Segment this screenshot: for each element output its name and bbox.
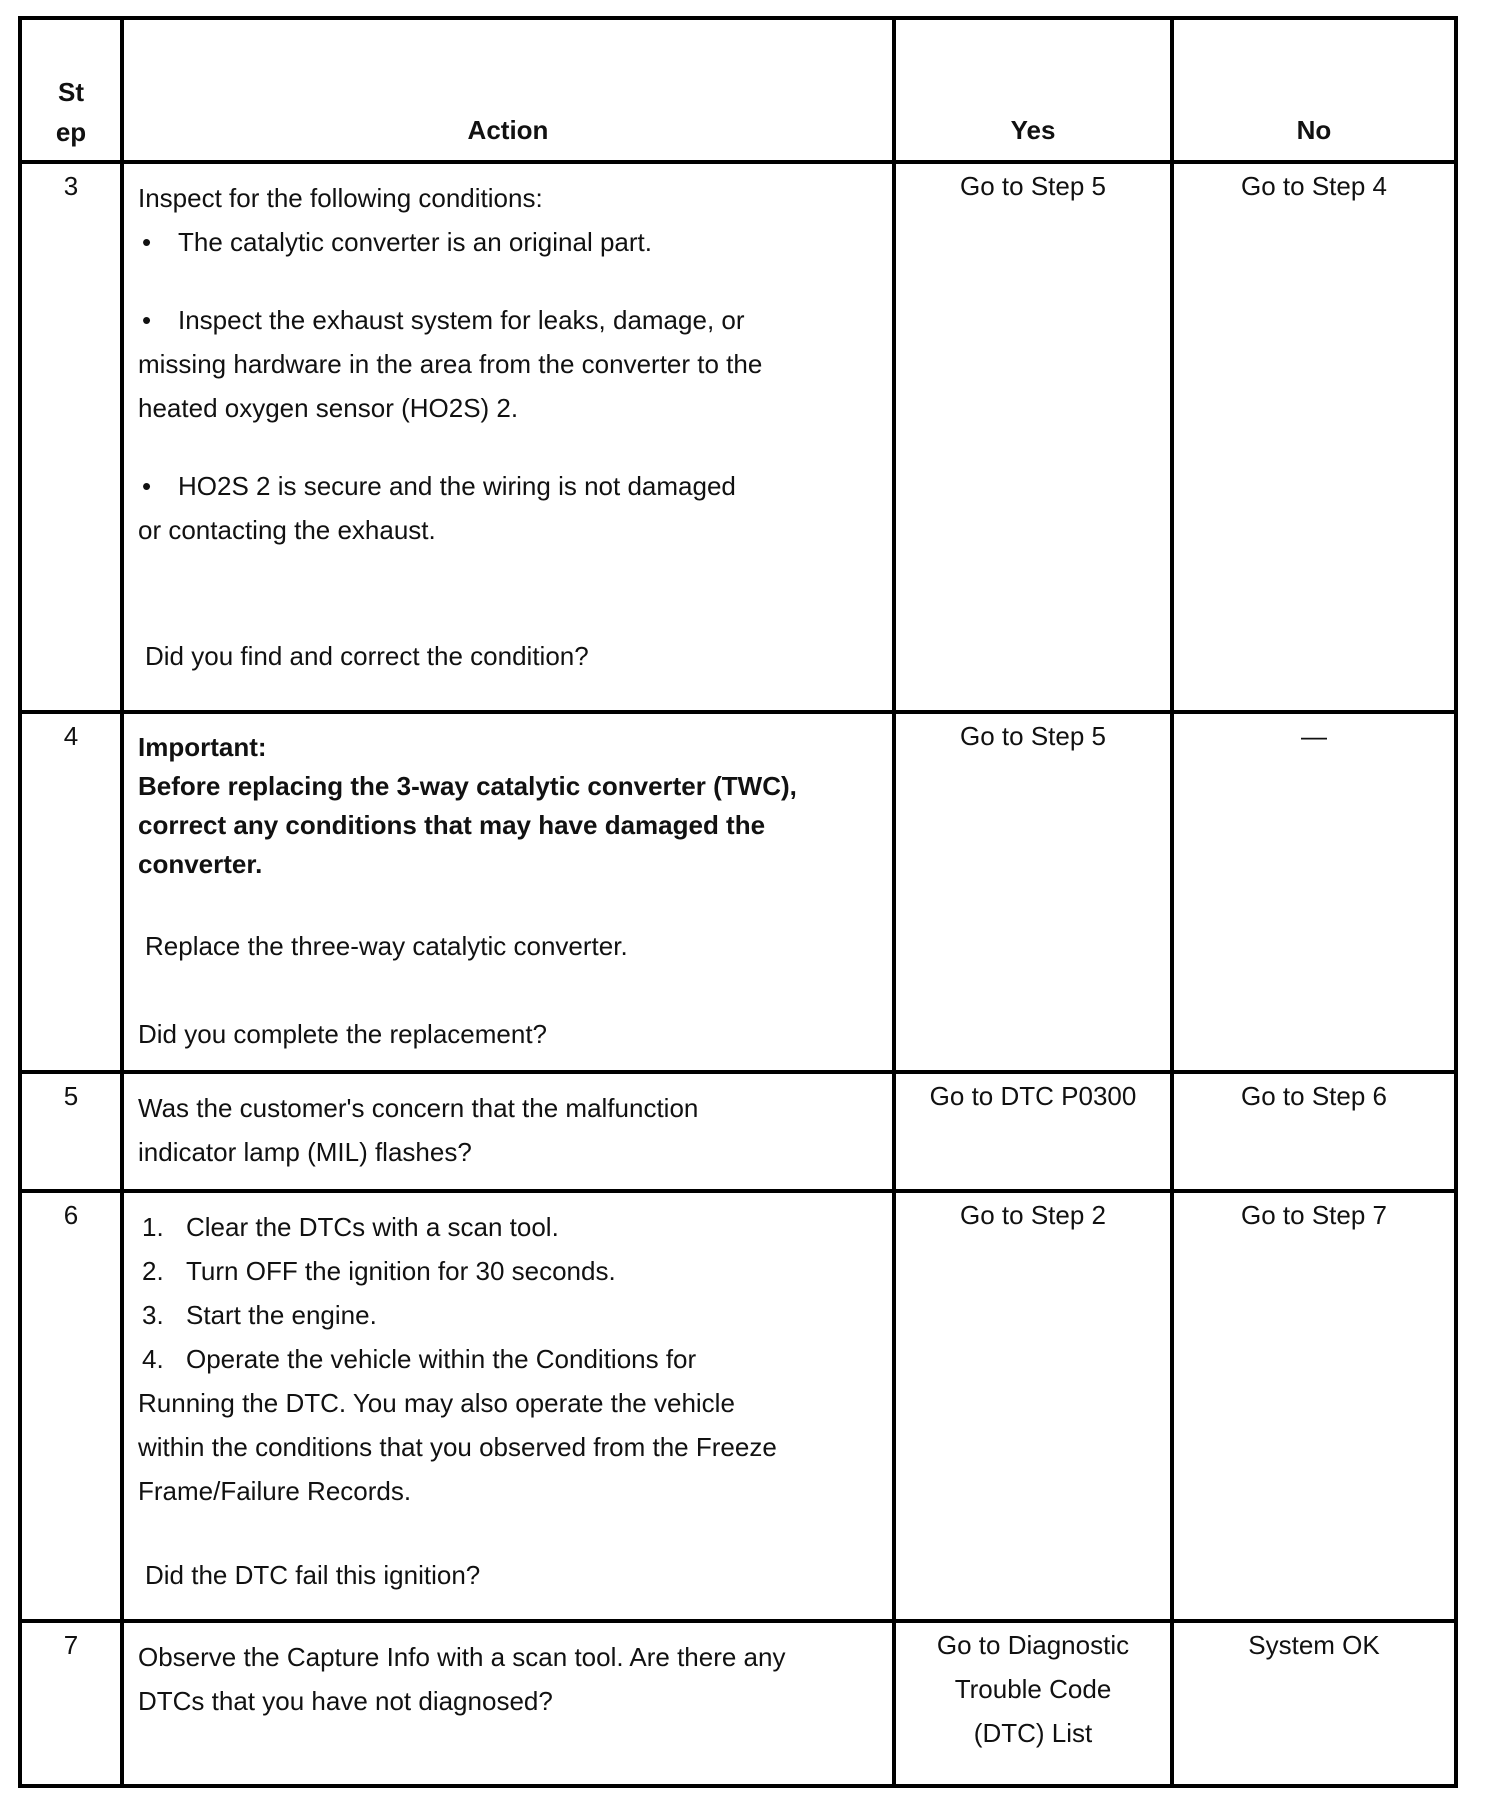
yes-cell — [894, 1621, 1172, 1786]
yes-result-line: Go to Diagnostic — [936, 1630, 1130, 1660]
action-line: missing hardware in the area from the converter to the — [138, 349, 763, 379]
action-line: Was the customer's concern that the malfunction — [138, 1093, 699, 1123]
important-text: Before replacing the 3-way catalytic converter (TWC), — [138, 771, 797, 801]
diagnostic-table — [18, 16, 1458, 1788]
no-cell — [1172, 162, 1456, 712]
no-cell — [1172, 712, 1456, 1072]
action-cell — [122, 1621, 894, 1786]
header-step-line-2: ep — [55, 117, 87, 147]
yes-cell — [894, 162, 1172, 712]
action-cell — [122, 1191, 894, 1621]
header-yes — [894, 18, 1172, 162]
action-line: indicator lamp (MIL) flashes? — [138, 1137, 472, 1167]
no-result: Go to Step 7 — [1241, 1200, 1387, 1230]
header-action — [122, 18, 894, 162]
step-number: 5 — [20, 1072, 122, 1191]
header-no — [1172, 18, 1456, 162]
action-line: or contacting the exhaust. — [138, 515, 436, 545]
action-line: Frame/Failure Records. — [138, 1476, 412, 1506]
yes-result-line: Trouble Code — [954, 1674, 1112, 1704]
no-result: System OK — [1248, 1630, 1380, 1660]
list-item-number: 4. — [142, 1344, 164, 1374]
yes-result: Go to DTC P0300 — [929, 1081, 1137, 1111]
step-number: 6 — [20, 1191, 122, 1621]
list-item-text: Start the engine. — [186, 1300, 377, 1330]
important-text: converter. — [138, 849, 263, 879]
list-item-number: 1. — [142, 1212, 164, 1242]
header-step-line-1: St — [58, 77, 84, 107]
list-item — [138, 1249, 878, 1293]
step-number: 3 — [20, 162, 122, 712]
no-cell — [1172, 1191, 1456, 1621]
header-no-label: No — [1296, 115, 1332, 145]
table-row-step-4 — [20, 712, 1456, 1072]
important-label: Important: — [138, 732, 267, 762]
no-result: — — [1301, 721, 1327, 751]
yes-cell — [894, 1072, 1172, 1191]
table-row-step-6 — [20, 1191, 1456, 1621]
list-item-number: 2. — [142, 1256, 164, 1286]
no-result: Go to Step 4 — [1241, 171, 1387, 201]
yes-cell — [894, 712, 1172, 1072]
yes-result: Go to Step 5 — [960, 171, 1106, 201]
action-line: Observe the Capture Info with a scan tool. Are there any — [138, 1642, 786, 1672]
bullet-item: • Inspect the exhaust system for leaks, damage, or — [138, 298, 878, 342]
list-item — [138, 1205, 878, 1249]
action-cell — [122, 1072, 894, 1191]
list-item-text: Turn OFF the ignition for 30 seconds. — [186, 1256, 616, 1286]
action-line: heated oxygen sensor (HO2S) 2. — [138, 393, 519, 423]
action-line: DTCs that you have not diagnosed? — [138, 1686, 553, 1716]
table-row-step-5 — [20, 1072, 1456, 1191]
list-item-text: Clear the DTCs with a scan tool. — [186, 1212, 559, 1242]
header-row — [20, 18, 1456, 162]
list-item-text: Operate the vehicle within the Conditions for — [186, 1344, 697, 1374]
yes-result: Go to Step 2 — [960, 1200, 1106, 1230]
yes-result: Go to Step 5 — [960, 721, 1106, 751]
no-cell — [1172, 1072, 1456, 1191]
important-text: correct any conditions that may have damaged the — [138, 810, 766, 840]
no-cell — [1172, 1621, 1456, 1786]
step-number: 7 — [20, 1621, 122, 1786]
table-row-step-3 — [20, 162, 1456, 712]
action-cell — [122, 162, 894, 712]
no-result: Go to Step 6 — [1241, 1081, 1387, 1111]
action-line: within the conditions that you observed from the Freeze — [138, 1432, 777, 1462]
step-number: 4 — [20, 712, 122, 1072]
yes-result-line: (DTC) List — [973, 1718, 1093, 1748]
header-step — [20, 18, 122, 162]
table-row-step-7 — [20, 1621, 1456, 1786]
action-line: Inspect for the following conditions: — [138, 183, 543, 213]
list-item — [138, 1337, 878, 1381]
action-line: Running the DTC. You may also operate the vehicle — [138, 1388, 735, 1418]
action-cell — [122, 712, 894, 1072]
yes-cell — [894, 1191, 1172, 1621]
instruction: Replace the three-way catalytic converter. — [145, 931, 628, 961]
header-action-label: Action — [467, 115, 549, 145]
question: Did you find and correct the condition? — [145, 641, 589, 671]
question: Did you complete the replacement? — [138, 1019, 548, 1049]
bullet-item: • HO2S 2 is secure and the wiring is not damaged — [138, 464, 878, 508]
bullet-item: • The catalytic converter is an original part. — [138, 220, 878, 264]
list-item-number: 3. — [142, 1300, 164, 1330]
list-item — [138, 1293, 878, 1337]
header-yes-label: Yes — [1010, 115, 1056, 145]
question: Did the DTC fail this ignition? — [145, 1560, 481, 1590]
